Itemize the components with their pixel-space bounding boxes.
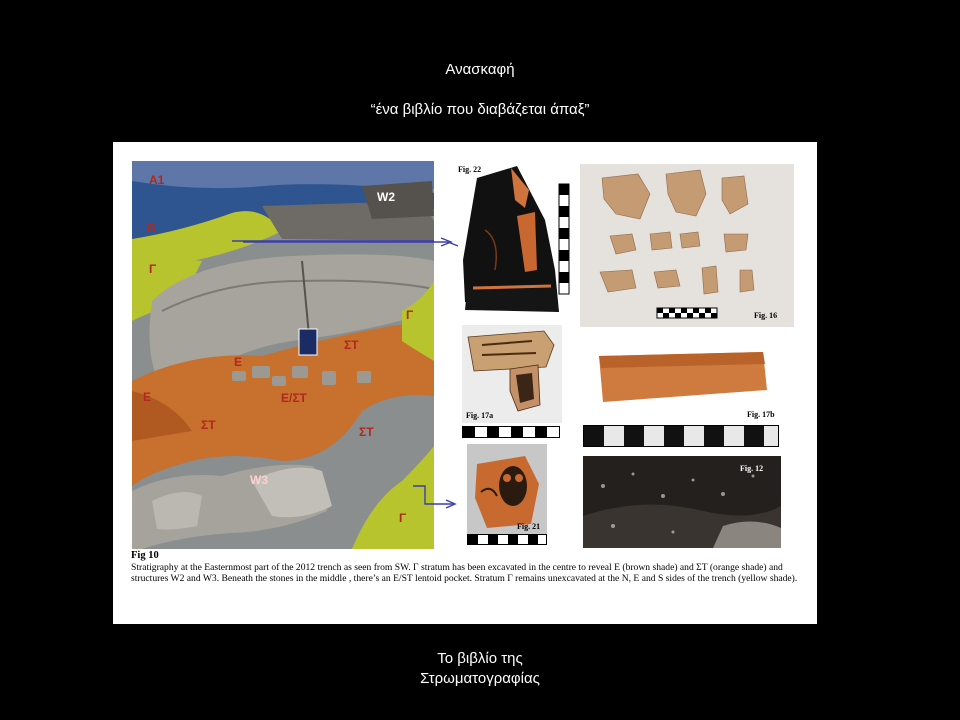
label-e-mid: E [234, 355, 243, 369]
fig16-stones-photo [580, 164, 794, 327]
label-g-right-bottom: Γ [399, 511, 407, 525]
slide-subtitle: “ένα βιβλίο που διαβάζεται άπαξ” [370, 101, 590, 118]
label-e-st: E/ΣΤ [281, 391, 307, 405]
fig17b-label: Fig. 17b [747, 410, 775, 419]
fig22-sherd-photo [455, 160, 577, 316]
fig21-scale-bar [467, 534, 547, 545]
figure-caption [131, 550, 811, 585]
fig12-label: Fig. 12 [740, 464, 764, 473]
label-w3: W3 [250, 473, 268, 487]
figure-panel [113, 142, 817, 624]
fig16-label: Fig. 16 [754, 311, 778, 320]
fig17b-scale-bar [583, 425, 779, 447]
fig17b-sherd-photo [597, 350, 769, 404]
slide-title: Ανασκαφή [445, 61, 515, 78]
footer-line-2: Στρωματογραφίας [420, 670, 540, 687]
fig17a-sherds-photo [462, 325, 562, 423]
label-w2: W2 [377, 190, 395, 204]
label-g-right-top: Γ [406, 308, 414, 322]
fig21-owl-sherd-photo [467, 444, 547, 534]
caption-head: Fig 10 [131, 550, 159, 561]
fig22-label: Fig. 22 [458, 165, 482, 174]
label-e-left: E [143, 390, 152, 404]
label-st-top: ΣΤ [344, 338, 359, 352]
label-g-left: Γ [149, 262, 157, 276]
label-b: B [147, 221, 156, 235]
label-st-right: ΣΤ [359, 425, 374, 439]
fig21-label: Fig. 21 [517, 522, 541, 531]
caption-body: Stratigraphy at the Easternmost part of the 2012 trench as seen from SW. Γ stratum has been excavated in the centre to reveal E (brown shade) and ΣΤ (orange shade) and structures W2 and W3. Beneath the stones in the middle , there’s an E/ST lentoid pocket. Stratum Γ remains unexcavated at the N, E and S sides of the trench (yellow shade). [131, 561, 798, 585]
label-st-left: ΣΤ [201, 418, 216, 432]
label-a1: A1 [149, 173, 165, 187]
fig17a-label: Fig. 17a [466, 411, 494, 420]
fig17a-scale-bar [462, 426, 560, 438]
footer-line-1: Το βιβλίο της [437, 650, 523, 667]
